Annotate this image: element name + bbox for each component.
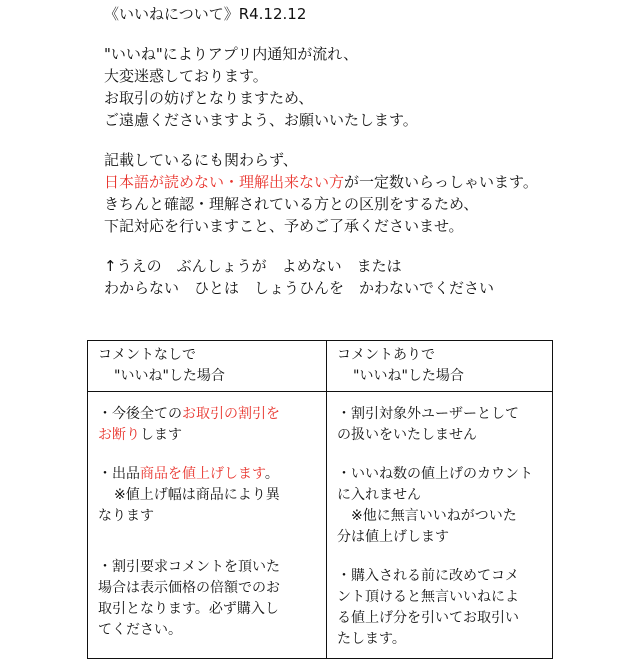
paragraph-2-line-3: きちんと確認・理解されている方との区別をするため、: [104, 195, 479, 213]
refusal-highlight: お断り: [98, 427, 140, 443]
paragraph-1-line-3: お取引の妨げとなりますため、: [104, 89, 314, 107]
left-item-double-price: ・割引要求コメントを頂いた 場合は表示価格の倍額でのお 取引となります。必ず購入し てください。: [98, 559, 280, 638]
paragraph-2-line-4: 下記対応を行いますこと、予めご了承くださいませ。: [104, 217, 464, 235]
left-header-line-1: コメントなしで: [98, 347, 196, 363]
hiragana-line-2: わからない ひとは しょうひんを かわないでください: [104, 279, 495, 297]
right-header-line-2: "いいね"した場合: [353, 368, 464, 384]
right-item-discount-excluded: ・割引対象外ユーザーとして の扱いをいたしません: [337, 406, 519, 443]
right-header-line-1: コメントありで: [337, 347, 435, 363]
comparison-table: [87, 340, 553, 659]
left-item-price-increase: ・出品商品を値上げします。 ※値上げ幅は商品により異 なります: [98, 466, 280, 524]
paragraph-2-line-2-rest: が一定数いらっしゃいます。: [344, 173, 538, 191]
discount-refusal-highlight: お取引の割引を: [182, 406, 280, 422]
price-increase-highlight: 商品を値上げします: [140, 466, 265, 482]
left-body-cell: [88, 392, 327, 659]
left-header-cell: [88, 341, 327, 392]
paragraph-2-line-1: 記載しているにも関わらず、: [104, 151, 298, 169]
notice-title: 《いいねについて》R4.12.12: [104, 5, 307, 23]
paragraph-1-line-1: "いいね"によりアプリ内通知が流れ、: [104, 45, 359, 63]
right-header-cell: [327, 341, 553, 392]
warning-highlight: 日本語が読めない・理解出来ない方: [104, 173, 345, 191]
left-header-line-2: "いいね"した場合: [114, 368, 225, 384]
right-body-cell: [327, 392, 553, 659]
hiragana-line-1: ↑うえの ぶんしょうが よめない または: [104, 257, 402, 275]
right-item-like-count: ・いいね数の値上げのカウント に入れません ※他に無言いいねがついた 分は値上げします: [337, 466, 533, 545]
left-item-discount-refusal: ・今後全てのお取引の割引を お断りします: [98, 406, 280, 443]
paragraph-1-line-4: ご遠慮くださいますよう、お願いいたします。: [104, 111, 418, 129]
paragraph-2-line-2: [104, 172, 538, 192]
paragraph-1-line-2: 大変迷惑しております。: [104, 67, 268, 85]
right-item-comment-before-purchase: ・購入される前に改めてコメ ント頂けると無言いいねによ る値上げ分を引いてお取引い たします。: [337, 568, 519, 647]
